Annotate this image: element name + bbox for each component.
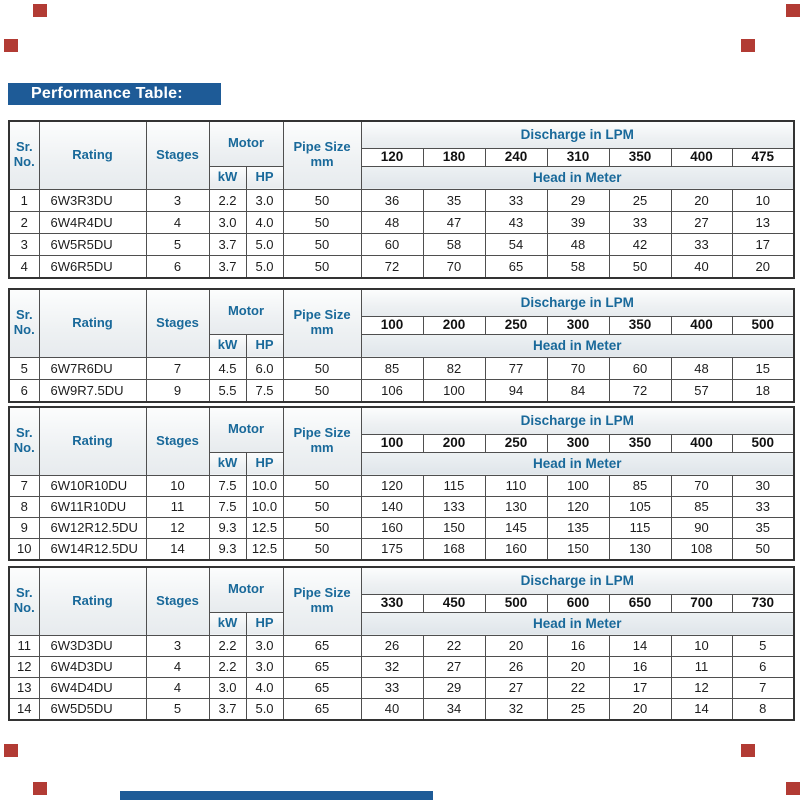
head-value-cell: 12 xyxy=(671,677,732,698)
kw-cell: 2.2 xyxy=(209,656,246,677)
discharge-value-header: 475 xyxy=(732,148,794,166)
head-value-cell: 140 xyxy=(361,496,423,517)
pipe-size-cell: 65 xyxy=(283,677,361,698)
stages-cell: 3 xyxy=(146,189,209,211)
stages-cell: 5 xyxy=(146,698,209,720)
table-row xyxy=(9,496,794,517)
table-row xyxy=(9,475,794,496)
pipe-size-cell: 65 xyxy=(283,635,361,656)
discharge-value-header: 400 xyxy=(671,434,732,452)
stages-cell: 4 xyxy=(146,656,209,677)
table-row xyxy=(9,517,794,538)
head-value-cell: 60 xyxy=(361,233,423,255)
head-value-cell: 14 xyxy=(671,698,732,720)
discharge-value-header: 350 xyxy=(609,148,671,166)
head-value-cell: 40 xyxy=(671,255,732,278)
head-value-cell: 25 xyxy=(547,698,609,720)
hp-cell: 4.0 xyxy=(246,211,283,233)
header-pipe-size: Pipe Size mm xyxy=(283,567,361,635)
head-value-cell: 58 xyxy=(423,233,485,255)
head-value-cell: 60 xyxy=(609,357,671,379)
header-sr-no: Sr. No. xyxy=(9,567,39,635)
head-value-cell: 8 xyxy=(732,698,794,720)
corner-marker xyxy=(33,782,47,795)
header-rating: Rating xyxy=(39,289,146,357)
head-value-cell: 120 xyxy=(547,496,609,517)
rating-cell: 6W4R4DU xyxy=(39,211,146,233)
rating-cell: 6W11R10DU xyxy=(39,496,146,517)
kw-cell: 2.2 xyxy=(209,189,246,211)
header-kw: kW xyxy=(209,612,246,635)
kw-cell: 5.5 xyxy=(209,379,246,402)
table-row xyxy=(9,255,794,278)
kw-cell: 3.7 xyxy=(209,698,246,720)
table-row xyxy=(9,211,794,233)
head-value-cell: 70 xyxy=(671,475,732,496)
rating-cell: 6W3D3DU xyxy=(39,635,146,656)
head-value-cell: 145 xyxy=(485,517,547,538)
stages-cell: 9 xyxy=(146,379,209,402)
discharge-value-header: 240 xyxy=(485,148,547,166)
rating-cell: 6W6R5DU xyxy=(39,255,146,278)
head-value-cell: 17 xyxy=(732,233,794,255)
header-pipe-size: Pipe Size mm xyxy=(283,407,361,475)
head-value-cell: 48 xyxy=(547,233,609,255)
sr-no-cell: 1 xyxy=(9,189,39,211)
head-value-cell: 17 xyxy=(609,677,671,698)
head-value-cell: 10 xyxy=(671,635,732,656)
discharge-value-header: 650 xyxy=(609,594,671,612)
head-value-cell: 40 xyxy=(361,698,423,720)
corner-marker xyxy=(4,39,18,52)
header-sr-no: Sr. No. xyxy=(9,121,39,189)
stages-cell: 10 xyxy=(146,475,209,496)
corner-marker xyxy=(786,782,800,795)
header-motor: Motor xyxy=(209,289,283,334)
sr-no-cell: 12 xyxy=(9,656,39,677)
discharge-value-header: 500 xyxy=(732,316,794,334)
head-value-cell: 47 xyxy=(423,211,485,233)
head-value-cell: 90 xyxy=(671,517,732,538)
performance-table xyxy=(8,406,795,561)
sr-no-cell: 8 xyxy=(9,496,39,517)
head-value-cell: 11 xyxy=(671,656,732,677)
header-sr-no: Sr. No. xyxy=(9,407,39,475)
head-value-cell: 43 xyxy=(485,211,547,233)
head-value-cell: 33 xyxy=(485,189,547,211)
head-value-cell: 100 xyxy=(547,475,609,496)
header-stages: Stages xyxy=(146,121,209,189)
stages-cell: 3 xyxy=(146,635,209,656)
head-value-cell: 84 xyxy=(547,379,609,402)
discharge-value-header: 500 xyxy=(485,594,547,612)
header-sr-no: Sr. No. xyxy=(9,289,39,357)
stages-cell: 7 xyxy=(146,357,209,379)
header-kw: kW xyxy=(209,452,246,475)
stages-cell: 11 xyxy=(146,496,209,517)
head-value-cell: 77 xyxy=(485,357,547,379)
pipe-size-cell: 65 xyxy=(283,698,361,720)
head-value-cell: 22 xyxy=(423,635,485,656)
rating-cell: 6W5R5DU xyxy=(39,233,146,255)
head-value-cell: 18 xyxy=(732,379,794,402)
rating-cell: 6W10R10DU xyxy=(39,475,146,496)
header-pipe-size: Pipe Size mm xyxy=(283,289,361,357)
stages-cell: 4 xyxy=(146,211,209,233)
header-motor: Motor xyxy=(209,121,283,166)
discharge-value-header: 300 xyxy=(547,316,609,334)
head-value-cell: 32 xyxy=(485,698,547,720)
pipe-size-cell: 50 xyxy=(283,379,361,402)
stages-cell: 12 xyxy=(146,517,209,538)
head-value-cell: 120 xyxy=(361,475,423,496)
head-value-cell: 115 xyxy=(609,517,671,538)
kw-cell: 7.5 xyxy=(209,496,246,517)
table-row xyxy=(9,656,794,677)
head-value-cell: 85 xyxy=(671,496,732,517)
kw-cell: 9.3 xyxy=(209,538,246,560)
rating-cell: 6W12R12.5DU xyxy=(39,517,146,538)
rating-cell: 6W4D4DU xyxy=(39,677,146,698)
table-row xyxy=(9,538,794,560)
head-value-cell: 168 xyxy=(423,538,485,560)
pipe-size-cell: 50 xyxy=(283,475,361,496)
head-value-cell: 6 xyxy=(732,656,794,677)
hp-cell: 5.0 xyxy=(246,698,283,720)
head-value-cell: 72 xyxy=(361,255,423,278)
head-value-cell: 33 xyxy=(671,233,732,255)
header-hp: HP xyxy=(246,452,283,475)
rating-cell: 6W9R7.5DU xyxy=(39,379,146,402)
hp-cell: 12.5 xyxy=(246,517,283,538)
head-value-cell: 150 xyxy=(547,538,609,560)
head-value-cell: 32 xyxy=(361,656,423,677)
head-value-cell: 94 xyxy=(485,379,547,402)
discharge-value-header: 330 xyxy=(361,594,423,612)
head-value-cell: 16 xyxy=(609,656,671,677)
head-value-cell: 27 xyxy=(423,656,485,677)
head-value-cell: 130 xyxy=(609,538,671,560)
header-discharge-lpm: Discharge in LPM xyxy=(361,407,794,434)
hp-cell: 6.0 xyxy=(246,357,283,379)
head-value-cell: 22 xyxy=(547,677,609,698)
kw-cell: 3.0 xyxy=(209,211,246,233)
header-head-in-meter: Head in Meter xyxy=(361,166,794,189)
head-value-cell: 29 xyxy=(423,677,485,698)
head-value-cell: 54 xyxy=(485,233,547,255)
header-discharge-lpm: Discharge in LPM xyxy=(361,121,794,148)
performance-table xyxy=(8,120,795,279)
table-row xyxy=(9,635,794,656)
head-value-cell: 33 xyxy=(732,496,794,517)
discharge-value-header: 450 xyxy=(423,594,485,612)
head-value-cell: 35 xyxy=(423,189,485,211)
corner-marker xyxy=(33,4,47,17)
head-value-cell: 26 xyxy=(361,635,423,656)
head-value-cell: 70 xyxy=(423,255,485,278)
head-value-cell: 30 xyxy=(732,475,794,496)
header-hp: HP xyxy=(246,334,283,357)
head-value-cell: 70 xyxy=(547,357,609,379)
header-stages: Stages xyxy=(146,289,209,357)
header-kw: kW xyxy=(209,334,246,357)
header-motor: Motor xyxy=(209,567,283,612)
performance-table xyxy=(8,566,795,721)
head-value-cell: 16 xyxy=(547,635,609,656)
discharge-value-header: 200 xyxy=(423,434,485,452)
discharge-value-header: 400 xyxy=(671,148,732,166)
head-value-cell: 13 xyxy=(732,211,794,233)
pipe-size-cell: 65 xyxy=(283,656,361,677)
table-row xyxy=(9,233,794,255)
hp-cell: 3.0 xyxy=(246,189,283,211)
sr-no-cell: 14 xyxy=(9,698,39,720)
discharge-value-header: 400 xyxy=(671,316,732,334)
head-value-cell: 20 xyxy=(671,189,732,211)
rating-cell: 6W7R6DU xyxy=(39,357,146,379)
head-value-cell: 50 xyxy=(609,255,671,278)
head-value-cell: 72 xyxy=(609,379,671,402)
sr-no-cell: 13 xyxy=(9,677,39,698)
head-value-cell: 130 xyxy=(485,496,547,517)
discharge-value-header: 300 xyxy=(547,434,609,452)
pipe-size-cell: 50 xyxy=(283,357,361,379)
sr-no-cell: 6 xyxy=(9,379,39,402)
header-head-in-meter: Head in Meter xyxy=(361,452,794,475)
discharge-value-header: 250 xyxy=(485,316,547,334)
head-value-cell: 26 xyxy=(485,656,547,677)
pipe-size-cell: 50 xyxy=(283,211,361,233)
header-pipe-size: Pipe Size mm xyxy=(283,121,361,189)
head-value-cell: 20 xyxy=(609,698,671,720)
sr-no-cell: 7 xyxy=(9,475,39,496)
pipe-size-cell: 50 xyxy=(283,189,361,211)
head-value-cell: 150 xyxy=(423,517,485,538)
discharge-value-header: 310 xyxy=(547,148,609,166)
head-value-cell: 42 xyxy=(609,233,671,255)
performance-table-1 xyxy=(8,120,797,279)
header-stages: Stages xyxy=(146,407,209,475)
head-value-cell: 20 xyxy=(547,656,609,677)
header-head-in-meter: Head in Meter xyxy=(361,334,794,357)
performance-table xyxy=(8,288,795,403)
head-value-cell: 33 xyxy=(361,677,423,698)
kw-cell: 3.0 xyxy=(209,677,246,698)
hp-cell: 3.0 xyxy=(246,635,283,656)
sr-no-cell: 11 xyxy=(9,635,39,656)
corner-marker xyxy=(4,744,18,757)
head-value-cell: 14 xyxy=(609,635,671,656)
header-discharge-lpm: Discharge in LPM xyxy=(361,289,794,316)
head-value-cell: 85 xyxy=(361,357,423,379)
discharge-value-header: 100 xyxy=(361,316,423,334)
kw-cell: 4.5 xyxy=(209,357,246,379)
discharge-value-header: 730 xyxy=(732,594,794,612)
header-head-in-meter: Head in Meter xyxy=(361,612,794,635)
table-row xyxy=(9,379,794,402)
head-value-cell: 33 xyxy=(609,211,671,233)
head-value-cell: 10 xyxy=(732,189,794,211)
sr-no-cell: 10 xyxy=(9,538,39,560)
corner-marker xyxy=(786,4,800,17)
kw-cell: 3.7 xyxy=(209,233,246,255)
head-value-cell: 57 xyxy=(671,379,732,402)
discharge-value-header: 100 xyxy=(361,434,423,452)
performance-table-2 xyxy=(8,288,797,403)
performance-table-4 xyxy=(8,566,797,721)
sr-no-cell: 2 xyxy=(9,211,39,233)
discharge-value-header: 180 xyxy=(423,148,485,166)
discharge-value-header: 600 xyxy=(547,594,609,612)
header-discharge-lpm: Discharge in LPM xyxy=(361,567,794,594)
head-value-cell: 108 xyxy=(671,538,732,560)
head-value-cell: 160 xyxy=(485,538,547,560)
head-value-cell: 25 xyxy=(609,189,671,211)
header-kw: kW xyxy=(209,166,246,189)
discharge-value-header: 350 xyxy=(609,434,671,452)
table-row xyxy=(9,189,794,211)
head-value-cell: 36 xyxy=(361,189,423,211)
head-value-cell: 58 xyxy=(547,255,609,278)
head-value-cell: 115 xyxy=(423,475,485,496)
discharge-value-header: 500 xyxy=(732,434,794,452)
pipe-size-cell: 50 xyxy=(283,233,361,255)
pipe-size-cell: 50 xyxy=(283,517,361,538)
header-rating: Rating xyxy=(39,121,146,189)
hp-cell: 5.0 xyxy=(246,233,283,255)
head-value-cell: 20 xyxy=(485,635,547,656)
discharge-value-header: 350 xyxy=(609,316,671,334)
page-title: Performance Table: xyxy=(31,85,183,102)
head-value-cell: 39 xyxy=(547,211,609,233)
head-value-cell: 105 xyxy=(609,496,671,517)
head-value-cell: 27 xyxy=(671,211,732,233)
sr-no-cell: 9 xyxy=(9,517,39,538)
stages-cell: 14 xyxy=(146,538,209,560)
discharge-value-header: 120 xyxy=(361,148,423,166)
head-value-cell: 35 xyxy=(732,517,794,538)
head-value-cell: 15 xyxy=(732,357,794,379)
discharge-value-header: 200 xyxy=(423,316,485,334)
footer-bar xyxy=(120,791,433,800)
rating-cell: 6W3R3DU xyxy=(39,189,146,211)
head-value-cell: 106 xyxy=(361,379,423,402)
hp-cell: 3.0 xyxy=(246,656,283,677)
head-value-cell: 160 xyxy=(361,517,423,538)
head-value-cell: 20 xyxy=(732,255,794,278)
discharge-value-header: 700 xyxy=(671,594,732,612)
header-rating: Rating xyxy=(39,567,146,635)
head-value-cell: 175 xyxy=(361,538,423,560)
head-value-cell: 48 xyxy=(361,211,423,233)
hp-cell: 7.5 xyxy=(246,379,283,402)
sr-no-cell: 5 xyxy=(9,357,39,379)
kw-cell: 9.3 xyxy=(209,517,246,538)
pipe-size-cell: 50 xyxy=(283,255,361,278)
kw-cell: 2.2 xyxy=(209,635,246,656)
head-value-cell: 5 xyxy=(732,635,794,656)
head-value-cell: 133 xyxy=(423,496,485,517)
head-value-cell: 85 xyxy=(609,475,671,496)
discharge-value-header: 250 xyxy=(485,434,547,452)
head-value-cell: 27 xyxy=(485,677,547,698)
stages-cell: 4 xyxy=(146,677,209,698)
table-row xyxy=(9,698,794,720)
hp-cell: 10.0 xyxy=(246,496,283,517)
page-title-bar xyxy=(8,83,221,105)
head-value-cell: 50 xyxy=(732,538,794,560)
head-value-cell: 135 xyxy=(547,517,609,538)
stages-cell: 6 xyxy=(146,255,209,278)
corner-marker xyxy=(741,744,755,757)
performance-table-3 xyxy=(8,406,797,561)
table-row xyxy=(9,677,794,698)
corner-marker xyxy=(741,39,755,52)
hp-cell: 5.0 xyxy=(246,255,283,278)
head-value-cell: 34 xyxy=(423,698,485,720)
head-value-cell: 100 xyxy=(423,379,485,402)
rating-cell: 6W4D3DU xyxy=(39,656,146,677)
head-value-cell: 48 xyxy=(671,357,732,379)
pipe-size-cell: 50 xyxy=(283,538,361,560)
header-hp: HP xyxy=(246,166,283,189)
kw-cell: 3.7 xyxy=(209,255,246,278)
header-rating: Rating xyxy=(39,407,146,475)
head-value-cell: 29 xyxy=(547,189,609,211)
header-hp: HP xyxy=(246,612,283,635)
hp-cell: 4.0 xyxy=(246,677,283,698)
hp-cell: 12.5 xyxy=(246,538,283,560)
head-value-cell: 82 xyxy=(423,357,485,379)
rating-cell: 6W5D5DU xyxy=(39,698,146,720)
hp-cell: 10.0 xyxy=(246,475,283,496)
table-row xyxy=(9,357,794,379)
stages-cell: 5 xyxy=(146,233,209,255)
header-stages: Stages xyxy=(146,567,209,635)
head-value-cell: 110 xyxy=(485,475,547,496)
pipe-size-cell: 50 xyxy=(283,496,361,517)
head-value-cell: 7 xyxy=(732,677,794,698)
header-motor: Motor xyxy=(209,407,283,452)
kw-cell: 7.5 xyxy=(209,475,246,496)
rating-cell: 6W14R12.5DU xyxy=(39,538,146,560)
head-value-cell: 65 xyxy=(485,255,547,278)
sr-no-cell: 4 xyxy=(9,255,39,278)
sr-no-cell: 3 xyxy=(9,233,39,255)
